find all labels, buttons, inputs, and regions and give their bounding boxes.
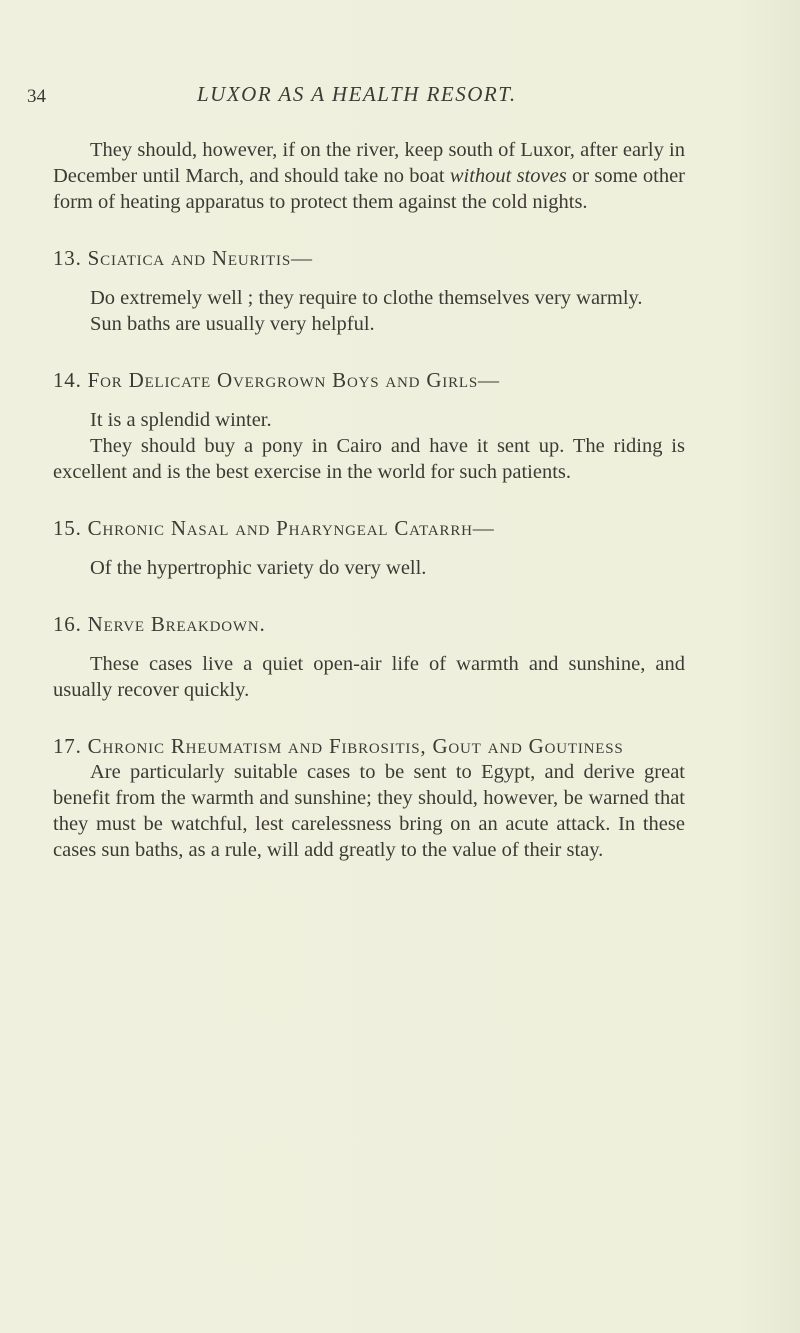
- section-paragraph: Are particularly suitable cases to be sent to Egypt, and derive great benefit from the warmth and sunshine; they should, however, be warned that they must be watchful, lest carelessness bring on an acute attack. In these cases sun baths, as a rule, will add greatly to the value of their stay.: [53, 761, 685, 861]
- section-heading-14: [53, 367, 685, 393]
- page-header: [27, 82, 727, 112]
- section-paragraph: It is a splendid winter.: [90, 409, 272, 431]
- section-title: Sciatica and Neuritis—: [87, 246, 313, 270]
- intro-paragraph: [53, 137, 685, 215]
- page-number: 34: [27, 86, 46, 107]
- section-heading-17: [53, 733, 685, 759]
- intro-text-end: or some other form of heating apparatus to protect them against the cold nights.: [53, 165, 686, 213]
- section-number: 16.: [53, 612, 82, 636]
- section-paragraph: They should buy a pony in Cairo and have it sent up. The riding is excellent and is the best exercise in the world for such patients.: [53, 435, 685, 483]
- intro-italic-text: without stoves: [449, 165, 567, 187]
- section-number: 13.: [53, 246, 82, 270]
- section-heading-16: [53, 611, 685, 637]
- page-body: [53, 137, 685, 863]
- section-paragraph: Sun baths are usually very helpful.: [90, 313, 375, 335]
- section-title: Chronic Rheumatism and Fibrositis, Gout and Goutiness: [87, 734, 624, 758]
- running-title: LUXOR AS A HEALTH RESORT.: [197, 82, 517, 106]
- section-heading-13: [53, 245, 685, 271]
- intro-text: They should, however, if on the river, keep south of Luxor, after early in December until March, and should take no boat: [53, 139, 685, 187]
- section-number: 15.: [53, 516, 82, 540]
- section-number: 14.: [53, 368, 82, 392]
- section-title: Nerve Breakdown.: [87, 612, 266, 636]
- section-title: Chronic Nasal and Pharyngeal Catarrh—: [87, 516, 495, 540]
- section-paragraph: Of the hypertrophic variety do very well.: [90, 557, 427, 579]
- section-paragraph: These cases live a quiet open-air life of warmth and sunshine, and usually recover quickly.: [53, 653, 685, 701]
- section-heading-15: [53, 515, 685, 541]
- section-number: 17.: [53, 734, 82, 758]
- section-title: For Delicate Overgrown Boys and Girls—: [87, 368, 500, 392]
- section-paragraph: Do extremely well ; they require to clothe themselves very warmly.: [90, 287, 643, 309]
